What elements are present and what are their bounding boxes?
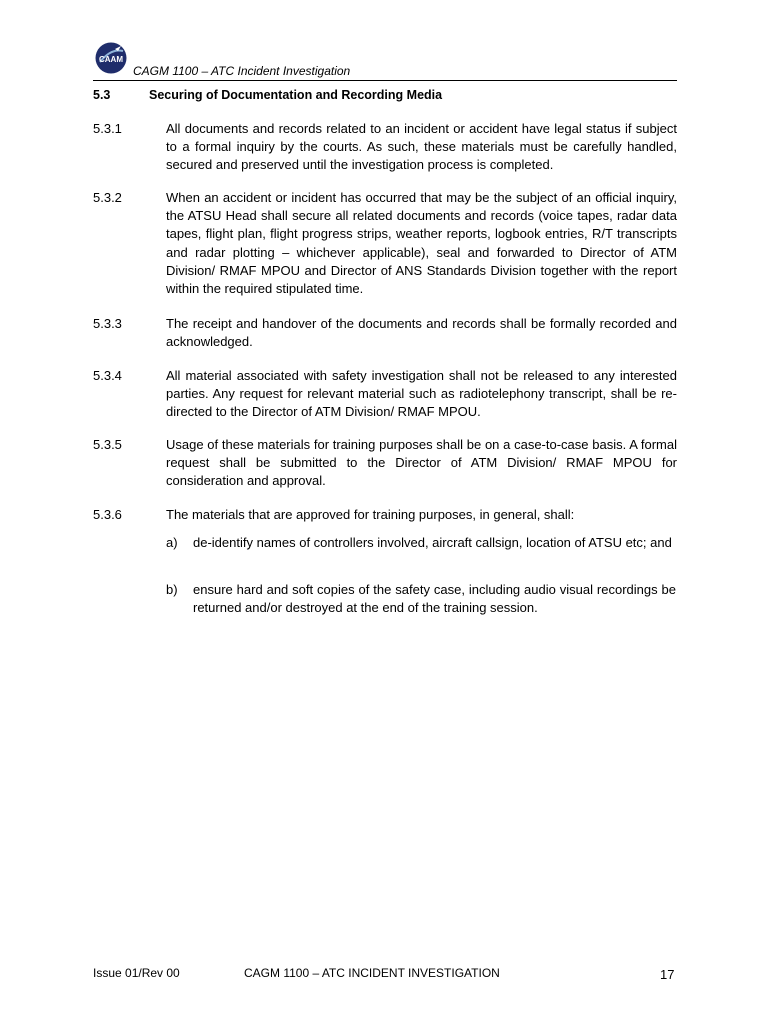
paragraph-number: 5.3.4: [93, 368, 122, 383]
paragraph-text: The receipt and handover of the documents and records shall be formally recorded and acknowledged.: [166, 316, 677, 350]
paragraph-number: 5.3.3: [93, 316, 122, 331]
list-item-text: ensure hard and soft copies of the safety case, including audio visual recordings be returned and/or destroyed at the end of the training session.: [193, 582, 676, 616]
list-marker: a): [166, 535, 178, 550]
logo-text: CAAM: [99, 55, 123, 64]
page-number: 17: [660, 967, 675, 982]
list-item-text: de-identify names of controllers involved, aircraft callsign, location of ATSU etc; and: [193, 535, 672, 550]
paragraph-5-3-1: [93, 120, 677, 175]
paragraph-text: The materials that are approved for training purposes, in general, shall:: [166, 507, 575, 522]
paragraph-number: 5.3.2: [93, 190, 122, 205]
page-header: [93, 42, 677, 81]
list-item-b: [166, 581, 676, 617]
paragraph-5-3-5: [93, 436, 677, 491]
paragraph-text: When an accident or incident has occurred that may be the subject of an official inquiry, the ATSU Head shall secure all related documents and records (voice tapes, radar data tapes, flight plan, flight progress strips, weather reports, logbook entries, R/T transcripts and radar plotting – whichever applicable), seal and forwarded to Director of ATM Division/ RMAF MPOU and Director of ANS Standards Division together with the report within the required stipulated time.: [166, 190, 677, 297]
paragraph-5-3-2: [93, 189, 677, 298]
section-number: 5.3: [93, 88, 111, 102]
section-title: Securing of Documentation and Recording Media: [149, 88, 443, 102]
footer-doc-title: CAGM 1100 – ATC INCIDENT INVESTIGATION: [244, 966, 500, 980]
paragraph-5-3-3: [93, 315, 677, 351]
header-title: CAGM 1100 – ATC Incident Investigation: [133, 64, 351, 78]
caam-logo: [95, 42, 127, 74]
section-heading: [93, 88, 442, 102]
paragraph-number: 5.3.6: [93, 507, 122, 522]
paragraph-number: 5.3.1: [93, 121, 122, 136]
list-item-a: [166, 534, 676, 552]
paragraph-5-3-4: [93, 367, 677, 422]
paragraph-5-3-6: [93, 506, 677, 524]
paragraph-number: 5.3.5: [93, 437, 122, 452]
paragraph-text: All documents and records related to an incident or accident have legal status if subject to a formal inquiry by the courts. As such, these materials must be carefully handled, secured and preserved until the investigation process is completed.: [166, 121, 677, 173]
paragraph-text: All material associated with safety investigation shall not be released to any interested parties. Any request for relevant material such as radiotelephony transcript, shall be re-directed to the Director of ATM Division/ RMAF MPOU.: [166, 368, 677, 420]
list-marker: b): [166, 582, 178, 597]
paragraph-text: Usage of these materials for training purposes shall be on a case-to-case basis. A formal request shall be submitted to the Director of ATM Division/ RMAF MPOU for consideration and approval.: [166, 437, 677, 489]
footer-issue: Issue 01/Rev 00: [93, 966, 180, 980]
